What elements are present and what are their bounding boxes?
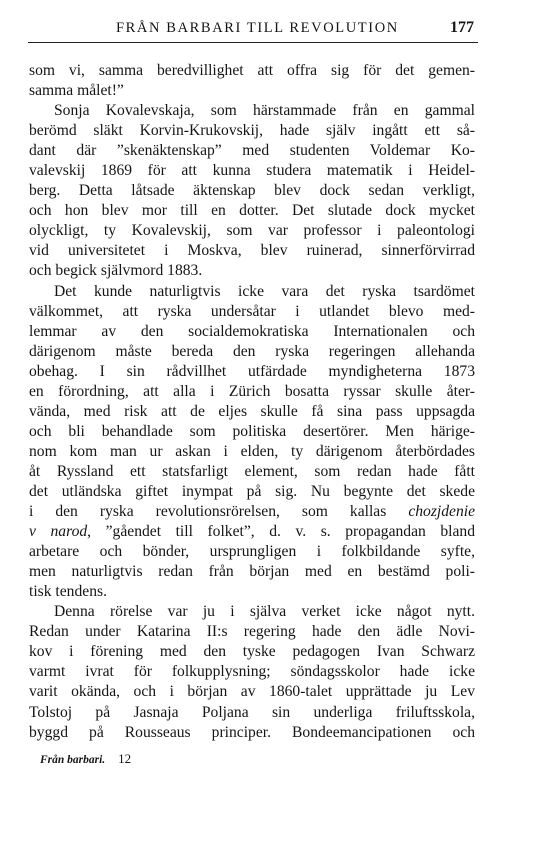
text-line xyxy=(29,61,475,81)
text-line xyxy=(29,462,475,482)
line-text: åt Ryssland ett statsfarligt element, som redan hade fått xyxy=(29,462,475,480)
text-line xyxy=(29,642,475,662)
line-text: och hon blev mor till en dotter. Det slutade dock mycket xyxy=(29,202,475,220)
printer-signature xyxy=(40,751,131,767)
line-text: i den ryska revolutionsrörelsen, som kallas xyxy=(29,503,387,521)
line-text: och bli behandlade som politiska desertörer. Men härige- xyxy=(29,422,475,440)
line-text: det utländska giftet inympat på sig. Nu begynte det skede xyxy=(29,482,475,500)
text-line xyxy=(29,422,475,442)
line-text: arbetare och bönder, ursprungligen i folkbildande syfte, xyxy=(29,543,475,561)
line-text: byggd på Rousseaus principer. Bondeemancipationen och xyxy=(29,723,475,741)
text-line xyxy=(29,181,475,201)
text-line xyxy=(29,261,475,281)
text-line xyxy=(29,562,475,582)
line-text: Redan under Katarina II:s regering hade den ädle Novi- xyxy=(29,623,475,641)
text-line xyxy=(29,442,475,462)
line-text: Det kunde naturligtvis icke vara det ryska tsardömet xyxy=(54,282,475,300)
text-line xyxy=(29,221,475,241)
text-line xyxy=(29,502,475,522)
text-line xyxy=(29,101,475,121)
text-line xyxy=(29,602,475,622)
text-line xyxy=(29,402,475,422)
line-text: som vi, samma beredvillighet att offra sig för det gemen- xyxy=(29,62,475,79)
italic-term: chozjdenie xyxy=(408,503,475,521)
text-line xyxy=(29,382,475,402)
line-text: , ”gåendet till folket”, d. v. s. propagandan bland xyxy=(87,523,476,541)
text-line xyxy=(29,703,475,723)
text-line xyxy=(29,302,475,322)
running-header xyxy=(28,20,478,43)
line-text: tisk tendens. xyxy=(29,583,107,601)
text-line xyxy=(29,282,475,302)
text-line xyxy=(29,81,475,101)
line-text: olyckligt, ty Kovalevskij, som var professor i paleontologi xyxy=(29,222,475,240)
line-text: vända, med risk att de eljes skulle få sina pass uppsagda xyxy=(29,402,475,420)
text-line xyxy=(29,682,475,702)
line-text: lemmar av den socialdemokratiska Internationalen och xyxy=(29,322,475,340)
text-line xyxy=(29,322,475,342)
text-line xyxy=(29,201,475,221)
body-text xyxy=(29,61,475,743)
line-text: samma målet!” xyxy=(29,82,124,100)
text-line xyxy=(29,723,475,743)
text-line xyxy=(29,141,475,161)
signature-number: 12 xyxy=(118,751,132,766)
signature-title: Från barbari. xyxy=(40,754,106,766)
line-text: men naturligtvis redan från början med en bestämd poli- xyxy=(29,563,475,581)
page-number: 177 xyxy=(450,19,474,36)
line-text: en förordning, att alla i Zürich bosatta ryssar skulle åter- xyxy=(29,382,475,400)
text-line xyxy=(29,582,475,602)
text-line xyxy=(29,241,475,261)
line-text: berömd släkt Korvin-Krukovskij, hade själv ingått ett så- xyxy=(29,122,475,140)
italic-term: v narod xyxy=(29,523,88,541)
line-text: välkommet, att ryska undersåtar i utlandet blevo med- xyxy=(29,302,475,320)
line-text: och begick självmord 1883. xyxy=(29,262,203,280)
line-text: vid universitetet i Moskva, blev ruinerad, sinnerförvirrad xyxy=(29,242,475,260)
text-line xyxy=(29,522,475,542)
line-text: berg. Detta låtsade äktenskap blev dock sedan verkligt, xyxy=(29,182,475,200)
line-text: kov i förening med den tyske pedagogen Ivan Schwarz xyxy=(29,643,475,661)
text-line xyxy=(29,362,475,382)
line-text: varit okända, och i början av 1860-talet upprättade ju Lev xyxy=(29,683,475,701)
line-text: Sonja Kovalevskaja, som härstammade från en gammal xyxy=(54,102,475,120)
line-text: dant där ”skenäktenskap” med studenten Voldemar Ko- xyxy=(29,142,475,160)
line-text: nom kom man ur askan i elden, ty därigenom återbördades xyxy=(29,442,475,460)
text-line xyxy=(29,542,475,562)
line-text: varmt ivrat för folkupplysning; söndagsskolor hade icke xyxy=(29,663,475,681)
text-line xyxy=(29,482,475,502)
running-title: FRÅN BARBARI TILL REVOLUTION xyxy=(116,20,399,36)
text-line xyxy=(29,662,475,682)
line-text: obehag. I sin rådvillhet utfärdade myndigheterna 1873 xyxy=(29,362,475,380)
line-text: därigenom måste bereda den ryska regeringen allehanda xyxy=(29,342,475,360)
text-line xyxy=(29,121,475,141)
text-line xyxy=(29,342,475,362)
line-text: Denna rörelse var ju i själva verket icke något nytt. xyxy=(54,603,475,621)
text-line xyxy=(29,622,475,642)
line-text: Tolstoj på Jasnaja Poljana sin underliga friluftsskola, xyxy=(29,703,475,721)
line-text: valevskij 1869 för att kunna studera matematik i Heidel- xyxy=(29,162,475,180)
text-line xyxy=(29,161,475,181)
